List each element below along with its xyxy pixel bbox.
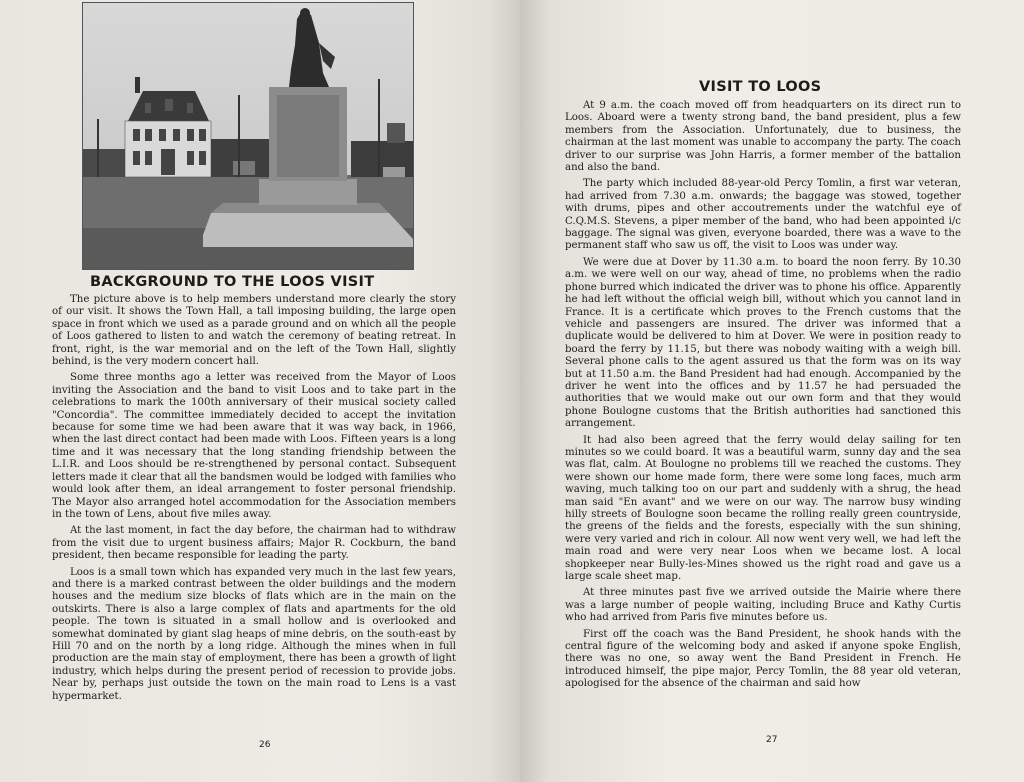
town-hall-photo [82,2,414,270]
paragraph: At three minutes past five we arrived outside the Mairie where there was a large number of people waiting, including Bruce and Kathy Curtis who had arrived from Paris five minutes before us. [565,587,961,624]
paragraph: We were due at Dover by 11.30 a.m. to board the noon ferry. By 10.30 a.m. we were well on our way, ahead of time, no problems when the radio phone burred which indicated the driver was to phone his office. Apparently he had left without the official weigh bill, without which you cannot land in France. It is a certificate which proves to the French customs that the vehicle and passengers are insured. The driver was informed that a duplicate would be delivered to him at Dover. We were in position ready to board the ferry by 11.15, but there was nobody waiting with a weigh bill. Several phone calls to the agent assured us that the form was on its way but at 11.50 a.m. the Band President had had enough. Accompanied by the driver he went into the offices and by 11.57 he had persuaded the authorities that we would make out our own form and that they would phone Boulogne customs that the British authorities had sanctioned this arrangement. [565,256,961,430]
page-number-left: 26 [259,740,271,750]
paragraph: At 9 a.m. the coach moved off from headquarters on its direct run to Loos. Aboard were a twenty strong band, the band president, plus a few members from the Association. Unfortunately, due to business, the chairman at the last moment was unable to accompany the party. The coach driver to our surprise was John Harris, a former member of the battalion and also the band. [565,100,961,174]
paragraph: Loos is a small town which has expanded very much in the last few years, and there is a marked contrast between the older buildings and the modern houses and the medium size blocks of flats which are in the main on the outskirts. There is also a large complex of flats and apartments for the old people. The town is situated in a small hollow and is overlooked and somewhat dominated by giant slag heaps of mine debris, on the south-east by Hill 70 and on the north by a long ridge. Although the mines when in full production are the main stay of employment, there has been a growth of light industry, which helps during the present period of recession to provide jobs. Near by, perhaps just outside the town on the main road to Lens is a vast hypermarket. [52,566,456,702]
photo-illustration [83,3,413,269]
paragraph: It had also been agreed that the ferry would delay sailing for ten minutes so we could board. It was a beautiful warm, sunny day and the sea was flat, calm. At Boulogne no problems till we reached the customs. They were shown our home made form, there were some long faces, much arm waving, much talking too on our part and suddenly with a shrug, the head man said "En avant" and we were on our way. The narrow busy winding hilly streets of Boulogne soon became the rolling really green countryside, the greens of the fields and the forests, especially with the sun shining, were very varied and rich in colour. All now went very well, we had left the main road and were very near Loos when we became lost. A local shopkeeper near Bully-les-Mines showed us the right road and gave us a large scale sheet map. [565,434,961,583]
paragraph: The picture above is to help members understand more clearly the story of our visit. It shows the Town Hall, a tall imposing building, the large open space in front which we used as a parade ground and on which all the people of Loos gathered to listen to and watch the ceremony of beating retreat. In front, right, is the war memorial and on the left of the Town Hall, slightly behind, is the very modern concert hall. [52,294,456,368]
paragraph: First off the coach was the Band President, he shook hands with the central figure of the welcoming body and asked if anyone spoke English, there was no one, so away went the Band President in French. He introduced himself, the pipe major, Percy Tomlin, the 88 year old veteran, apologised for the absence of the chairman and said how [565,628,961,690]
right-page-heading: VISIT TO LOOS [699,79,822,95]
page-number-right: 27 [766,735,778,745]
paragraph: The party which included 88-year-old Percy Tomlin, a first war veteran, had arrived from 7.30 a.m. onwards; the baggage was stowed, together with drums, pipes and other accoutrements under the watchful eye of C.Q.M.S. Stevens, a piper member of the band, who had been appointed i/c baggage. The signal was given, everyone boarded, there was a wave to the permanent staff who saw us off, the visit to Loos was under way. [565,178,961,252]
paragraph: At the last moment, in fact the day before, the chairman had to withdraw from the visit due to urgent business affairs; Major R. Cockburn, the band president, then became responsible for leading the party. [52,525,456,562]
paragraph: Some three months ago a letter was received from the Mayor of Loos inviting the Association and the band to visit Loos and to take part in the celebrations to mark the 100th anniversary of their musical society called "Concordia". The committee immediately decided to accept the invitation because for some time we had been aware that it was way back, in 1966, when the last direct contact had been made with Loos. Fifteen years is a long time and it was necessary that the long standing friendship between the L.I.R. and Loos should be re-strengthened by personal contact. Subsequent letters made it clear that all the bandsmen would be lodged with families who would look after them, an ideal arrangement to foster personal friendship. The Mayor also arranged hotel accommodation for the Association members in the town of Lens, about five miles away. [52,372,456,520]
left-page-body [52,294,456,707]
left-page-heading: BACKGROUND TO THE LOOS VISIT [90,274,375,290]
right-page-body [565,100,961,695]
